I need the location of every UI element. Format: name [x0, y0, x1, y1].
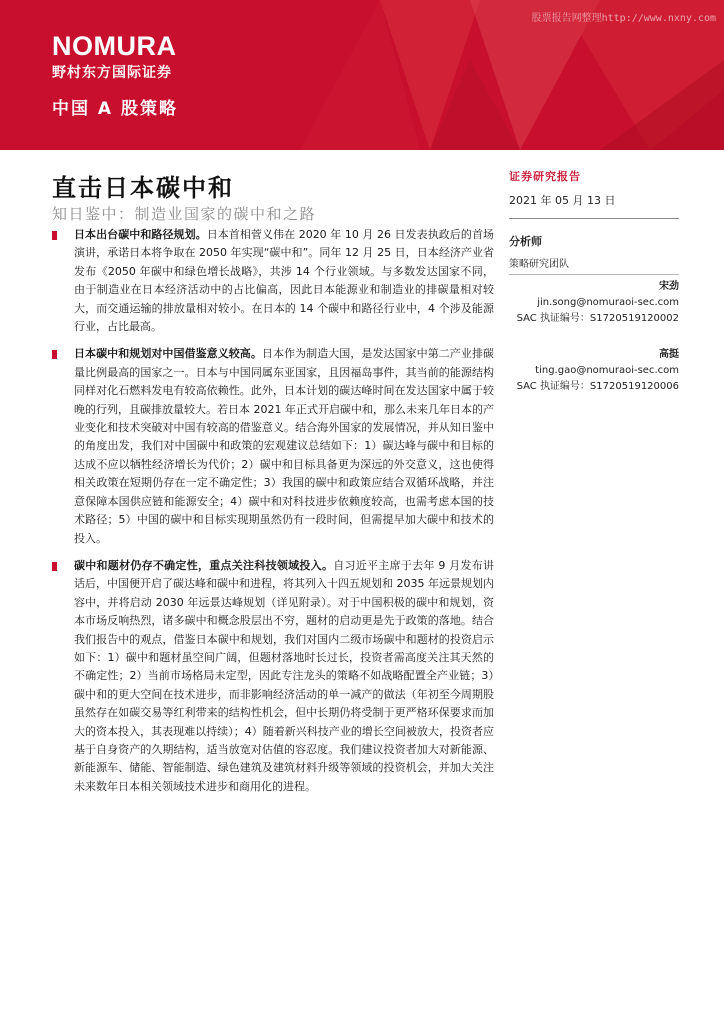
section-tag: 策略: [52, 140, 71, 150]
analyst-email[interactable]: jin.song@nomuraoi-sec.com: [537, 297, 679, 308]
divider: [509, 218, 679, 219]
report-sidebar: [509, 168, 679, 395]
summary-paragraph: [52, 345, 494, 547]
paragraph-lead: 日本出台碳中和路径规划。: [74, 228, 207, 241]
paragraph-lead: 碳中和题材仍存不确定性，重点关注科技领域投入。: [74, 558, 334, 572]
paragraph-body: 自习近平主席于去年 9 月发布讲话后，中国便开启了碳达峰和碳中和进程，将其列入十四五规划和 2035 年远景规划内容中，并将启动 2030 年远景达峰规划（详见附录）。对于中国积极的碳中和规划，资本市场反响热烈，诸多碳中和概念股层出不穷，题材的启动更是先于政策的落地。结合我们报告中的观点，借鉴日本碳中和规划，我们对国内二级市场碳中和题材的投资启示如下：1）碳中和题材虽空间广阔，但题材落地时长过长，投资者需高度关注其天然的不确定性；2）当前市场格局未定型，因此专注龙头的策略不如战略配置全产业链；3）碳中和的更大空间在技术进步，而非影响经济活动的单一减产的做法（年初至今周期股虽然存在如碳交易等红利带来的结构性机会，但中长期仍将受制于更严格环保要求而加大的资本投入，其表现难以持续）；4）随着新兴科技产业的增长空间被放大，投资者应基于自身资产的久期结构，适当放宽对估值的容忍度。我们建议投资者加大对新能源、新能源车、储能、智能制造、绿色建筑及建筑材料升级等领域的投资机会，并加大关注未来数年日本相关领域技术进步和商用化的进程。: [74, 558, 494, 793]
paragraph-body: 日本作为制造大国，是发达国家中第二产业排碳量比例最高的国家之一。日本与中国同属东亚国家，且因福岛事件，其当前的能源结构同样对化石燃料发电有较高依赖性。此外，日本计划的碳达峰时间在发达国家中属于较晚的行列，且碳排放量较大。若日本 2021 年正式开启碳中和，那么未来几年日本的产业变化和技术突破对中国有较高的借鉴意义。结合海外国家的发展情况，并从知日鉴中的角度出发，我们对中国碳中和政策的宏观建议总结如下：1）碳达峰与碳中和目标的达成不应以牺牲经济增长为代价；2）碳中和目标具备更为深远的外交意义，这也使得相关政策在短期仍存在一定不确定性；3）我国的碳中和政策应结合双循环战略，并注意保障本国供应链和能源安全；4）碳中和对科技进步依赖度较高，也需考虑本国的技术路径；5）中国的碳中和目标实现期虽然仍有一段时间，但需提早加大碳中和技术的投入。: [74, 347, 495, 545]
summary-paragraph: [52, 557, 494, 796]
analyst-sac-number: SAC 执证编号：S1720519120006: [516, 381, 679, 392]
bullet-marker: [52, 562, 57, 571]
analyst-heading: 分析师: [509, 235, 542, 248]
main-body: [52, 226, 494, 805]
report-type-label: 证券研究报告: [509, 170, 581, 183]
report-header-banner: [0, 0, 724, 150]
paragraph-body: 日本首相菅义伟在 2020 年 10 月 26 日发表执政后的首场演讲，承诺日本将争取在 2050 年实现“碳中和”。同年 12 月 25 日，日本经济产业省发布《2050 年碳中和绿色增长战略》，共涉 14 个行业领域。与多数发达国家不同，由于制造业在日本经济活动中的占比偏高，因此日本能源业和制造业的排碳量相对较大，而交通运输的排放量相对较小。在日本的 14 个碳中和路径行业中，4 个涉及能源行业，占比最高。: [74, 228, 495, 334]
team-name: 策略研究团队: [509, 259, 569, 270]
report-title: 直击日本碳中和: [52, 173, 234, 202]
report-series-title: 中国 A 股策略: [52, 99, 178, 119]
paragraph-lead: 日本碳中和规划对中国借鉴意义较高。: [74, 347, 262, 361]
report-subtitle: 知日鉴中：制造业国家的碳中和之路: [52, 205, 317, 223]
analyst-name: 高挺: [659, 349, 679, 360]
analyst-sac-number: SAC 执证编号：S1720519120002: [516, 313, 679, 324]
bullet-marker: [52, 231, 57, 240]
summary-paragraph: [52, 226, 494, 336]
nomura-logo: NOMURA: [52, 31, 177, 61]
brand-chinese-name: 野村东方国际证券: [52, 65, 172, 81]
analyst-card: [509, 347, 679, 395]
report-date: 2021 年 05 月 13 日: [509, 194, 616, 207]
analyst-email[interactable]: ting.gao@nomuraoi-sec.com: [535, 365, 679, 376]
bullet-marker: [52, 350, 57, 359]
watermark-text: 股票报告网整理http://www.nxny.com: [531, 13, 716, 24]
analyst-card: [509, 279, 679, 327]
divider: [509, 274, 679, 275]
analyst-name: 宋劲: [659, 281, 679, 292]
